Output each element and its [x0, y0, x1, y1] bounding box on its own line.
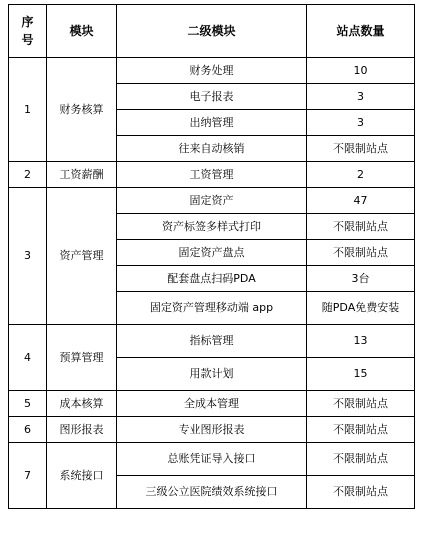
station-count: 不限制站点	[307, 214, 415, 240]
submodule-name: 固定资产盘点	[117, 240, 307, 266]
station-count: 不限制站点	[307, 240, 415, 266]
module-name: 成本核算	[47, 391, 117, 417]
header-module: 模块	[47, 5, 117, 58]
submodule-name: 专业图形报表	[117, 417, 307, 443]
module-name: 预算管理	[47, 325, 117, 391]
row-number: 2	[9, 162, 47, 188]
station-count: 不限制站点	[307, 136, 415, 162]
submodule-name: 工资管理	[117, 162, 307, 188]
station-count: 47	[307, 188, 415, 214]
table-row	[9, 391, 415, 417]
submodule-name: 全成本管理	[117, 391, 307, 417]
submodule-name: 往来自动核销	[117, 136, 307, 162]
station-count: 不限制站点	[307, 417, 415, 443]
header-count: 站点数量	[307, 5, 415, 58]
station-count: 随PDA免费安装	[307, 292, 415, 325]
submodule-name: 电子报表	[117, 84, 307, 110]
table-row	[9, 162, 415, 188]
table-row	[9, 188, 415, 214]
row-number: 5	[9, 391, 47, 417]
row-number: 3	[9, 188, 47, 325]
submodule-name: 配套盘点扫码PDA	[117, 266, 307, 292]
header-submodule: 二级模块	[117, 5, 307, 58]
submodule-name: 用款计划	[117, 358, 307, 391]
station-count: 13	[307, 325, 415, 358]
header-row	[9, 5, 415, 58]
table-row	[9, 417, 415, 443]
station-count: 3	[307, 110, 415, 136]
station-count: 不限制站点	[307, 391, 415, 417]
station-count: 3台	[307, 266, 415, 292]
row-number: 4	[9, 325, 47, 391]
row-number: 1	[9, 58, 47, 162]
station-count: 3	[307, 84, 415, 110]
submodule-name: 总账凭证导入接口	[117, 443, 307, 476]
submodule-name: 出纳管理	[117, 110, 307, 136]
module-name: 图形报表	[47, 417, 117, 443]
table-row	[9, 325, 415, 358]
station-count: 10	[307, 58, 415, 84]
row-number: 6	[9, 417, 47, 443]
module-name: 工资薪酬	[47, 162, 117, 188]
station-count: 2	[307, 162, 415, 188]
module-table	[8, 4, 415, 509]
table-row	[9, 58, 415, 84]
table-row	[9, 443, 415, 476]
submodule-name: 指标管理	[117, 325, 307, 358]
station-count: 不限制站点	[307, 443, 415, 476]
submodule-name: 财务处理	[117, 58, 307, 84]
station-count: 不限制站点	[307, 476, 415, 509]
module-name: 财务核算	[47, 58, 117, 162]
header-seq: 序号	[9, 5, 47, 58]
module-name: 系统接口	[47, 443, 117, 509]
station-count: 15	[307, 358, 415, 391]
submodule-name: 固定资产	[117, 188, 307, 214]
submodule-name: 资产标签多样式打印	[117, 214, 307, 240]
submodule-name: 三级公立医院绩效系统接口	[117, 476, 307, 509]
module-name: 资产管理	[47, 188, 117, 325]
submodule-name: 固定资产管理移动端 app	[117, 292, 307, 325]
row-number: 7	[9, 443, 47, 509]
